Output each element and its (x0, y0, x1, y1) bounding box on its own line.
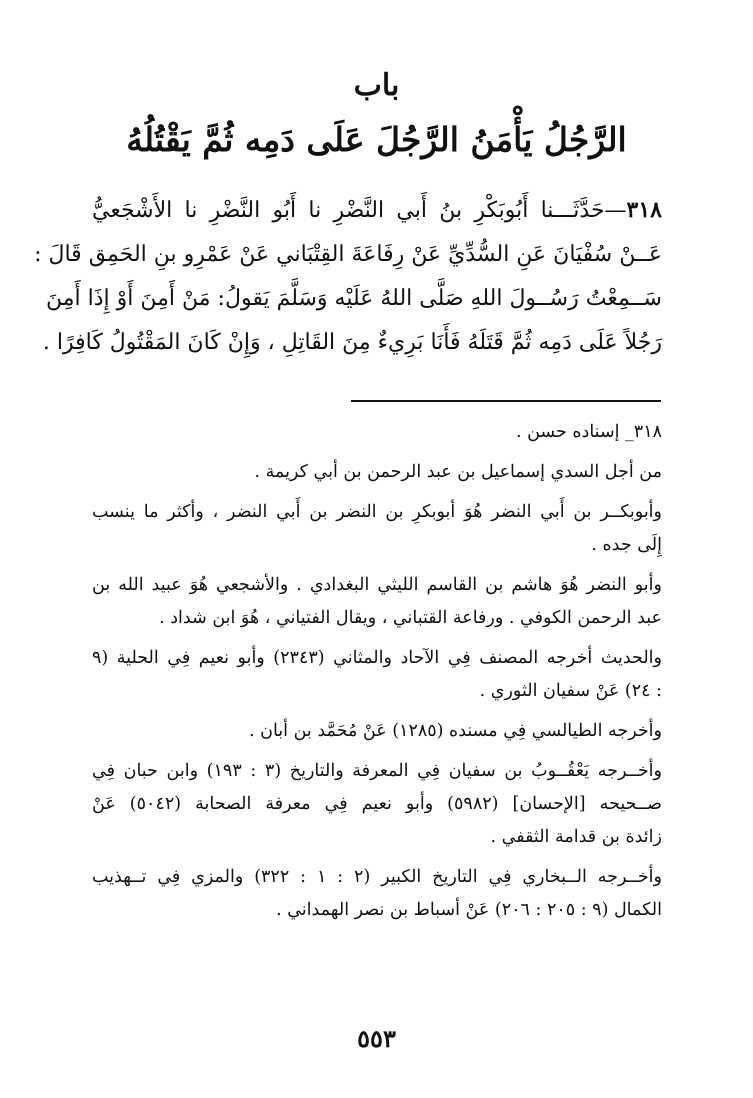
footnote-line: وأخــرجه الــبخاري فِي التاريخ الكبير (٢ : ١ : ٣٢٢) والمزي فِي تــهذيب (92, 867, 662, 887)
footnote-line: ٣١٨_ إسناده حسن . (515, 422, 662, 442)
footnotes (92, 416, 662, 934)
hadith-number: ٣١٨ (626, 197, 662, 223)
footnote-paragraph (92, 416, 662, 449)
footnote-line: والحديث أخرجه المصنف فِي الآحاد والمثاني (٢٣٤٣) وأبو نعيم فِي الحلية (٩ (92, 648, 662, 668)
footnote-line: زائدة بن قدامة الثقفي . (490, 827, 662, 847)
hadith-line (92, 188, 662, 233)
footnote-line: من أجل السدي إسماعيل بن عبد الرحمن بن أبي كريمة . (254, 462, 662, 482)
footnote-line: : ٢٤) عَنْ سفيان الثوري . (479, 681, 662, 701)
hadith-line: سَــمِعْتُ رَسُــولَ اللهِ صَلَّى اللهُ عَلَيْه وَسَلَّمَ يَقولُ: مَنْ أَمِنَ أَوْ إِذَا أَمِنَ (46, 286, 662, 311)
footnote-paragraph (92, 642, 662, 708)
chapter-label: باب (353, 68, 400, 103)
footnote-paragraph (92, 755, 662, 854)
footnote-line: وأخــرجه يَعْقُــوبُ بن سفيان فِي المعرفة والتاريخ (٣ : ١٩٣) وابن حبان فِي (92, 761, 662, 781)
chapter-title: الرَّجُلُ يَأْمَنُ الرَّجُلَ عَلَى دَمِه ثُمَّ يَقْتُلُهُ (126, 120, 627, 159)
footnote-paragraph (92, 569, 662, 635)
footnote-paragraph (92, 456, 662, 489)
page-number: ٥٥٣ (357, 1024, 396, 1053)
footnote-line: وأبو النضر هُوَ هاشم بن القاسم الليثي البغدادي . والأشجعي هُوَ عبيد الله بن (92, 575, 662, 595)
footnote-paragraph (92, 496, 662, 562)
footnote-line: وأخرجه الطيالسي فِي مسنده (١٢٨٥) عَنْ مُحَمَّد بن أبان . (248, 721, 662, 741)
footnote-line: عبد الرحمن الكوفي . ورفاعة القتباني ، ويقال الفتياني ، هُوَ ابن شداد . (159, 608, 662, 628)
footnote-line: وأبوبكــر بن أَبي النضر هُوَ أبوبكرِ بن النضر بن أَبي النضر ، وأكثر ما ينسب (92, 502, 662, 522)
hadith-text (34, 188, 662, 365)
footnote-line: إِلَى جده . (591, 535, 662, 555)
footnote-paragraph (92, 861, 662, 927)
footnote-line: صــحيحه [الإحسان] (٥٩٨٢) وأبو نعيم فِي معرفة الصحابة (٥٠٤٢) عَنْ (92, 794, 663, 814)
footnote-paragraph (92, 715, 662, 748)
footnote-line: الكمال (٩ : ٢٠٥ : ٢٠٦) عَنْ أسباط بن نصر الهمداني . (276, 900, 662, 920)
footnote-separator (351, 400, 661, 402)
hadith-line-text: —حَدَّثَـــنا أَبُوبَكْرِ بنُ أَبي النَّضْرِ نا أَبُو النَّضْرِ نا الأَشْجَعيُّ (92, 198, 627, 223)
hadith-line: عَــنْ سُفْيَانَ عَنِ السُّدِّيِّ عَنْ رِفَاعَةَ القِتْبَاني عَنْ عَمْرِو بنِ الحَمِق قَالَ : (34, 242, 662, 267)
hadith-line: رَجُلاً عَلَى دَمِه ثُمَّ قَتَلَهُ فَأَنَا بَرِيءٌ مِنَ القَاتِلِ ، وَإِنْ كَانَ المَقْتُولُ كَافِرًا . (42, 330, 662, 355)
